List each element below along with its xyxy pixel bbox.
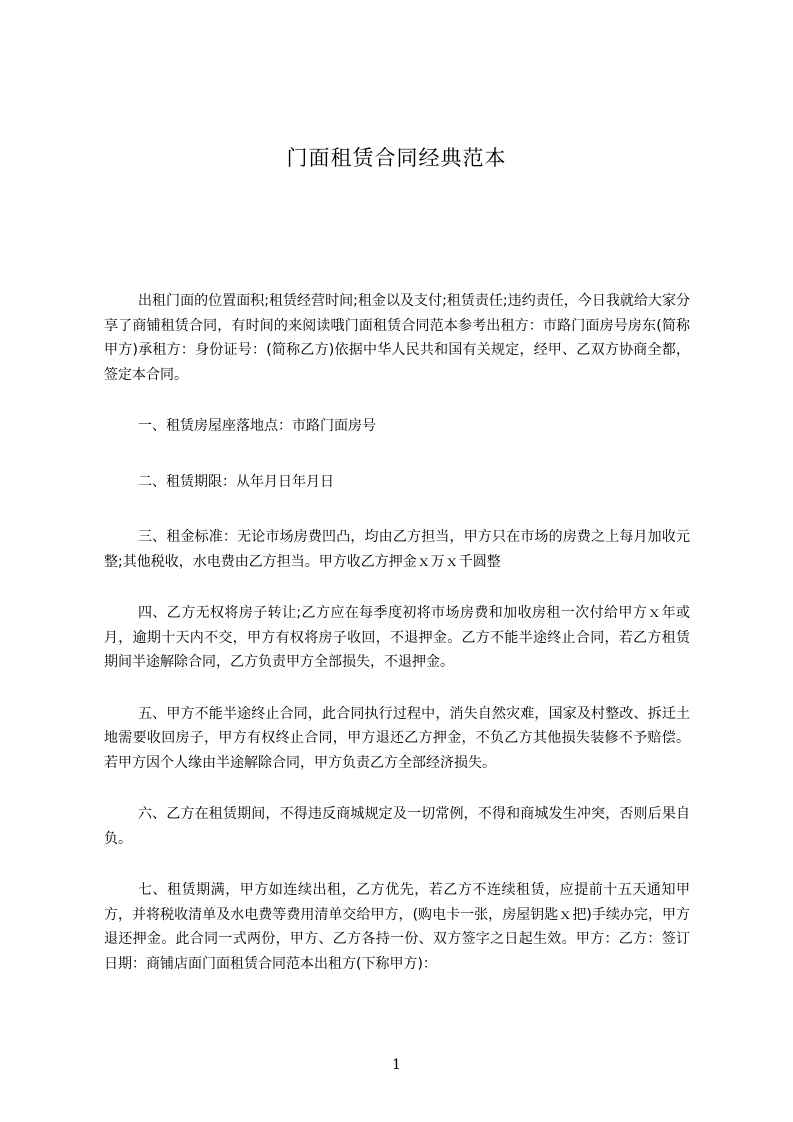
document-title: 门面租赁合同经典范本 xyxy=(286,146,507,170)
clause-3-rent: 三、租金标准：无论市场房费凹凸，均由乙方担当，甲方只在市场的房费之上每月加收元整;其他税收，水电费由乙方担当。甲方收乙方押金ｘ万ｘ千圆整 xyxy=(104,529,690,570)
clause-1-location: 一、租赁房屋座落地点：市路门面房号 xyxy=(138,418,376,434)
clause-4-transfer: 四、乙方无权将房子转让;乙方应在每季度初将市场房费和加收房租一次付给甲方ｘ年或月，逾期十天内不交，甲方有权将房子收回，不退押金。乙方不能半途终止合同，若乙方租赁期间半途解除合同，乙方负责甲方全部损失，不退押金。 xyxy=(104,605,690,670)
page-number: 1 xyxy=(392,1057,401,1073)
intro-paragraph: 出租门面的位置面积;租赁经营时间;租金以及支付;租赁责任;违约责任，今日我就给大家分享了商铺租赁合同，有时间的来阅读哦门面租赁合同范本参考出租方：市路门面房号房东(简称甲方)承租方：身份证号：(简称乙方)依据中华人民共和国有关规定，经甲、乙双方协商全都，签定本合同。 xyxy=(104,293,690,383)
clause-6-conduct: 六、乙方在租赁期间，不得违反商城规定及一切常例，不得和商城发生冲突，否则后果自负。 xyxy=(104,806,690,847)
clause-7-expiry: 七、租赁期满，甲方如连续出租，乙方优先，若乙方不连续租赁，应提前十五天通知甲方，并将税收清单及水电费等费用清单交给甲方，(购电卡一张，房屋钥匙ｘ把)手续办完，甲方退还押金。此合同一式两份，甲方、乙方各持一份、双方签字之日起生效。甲方：乙方：签订日期：商铺店面门面租赁合同范本出租方(下称甲方)： xyxy=(104,882,690,972)
clause-2-term: 二、租赁期限：从年月日年月日 xyxy=(138,473,334,490)
document-body xyxy=(104,289,690,1003)
clause-5-termination: 五、甲方不能半途终止合同，此合同执行过程中，消失自然灾难，国家及村整改、拆迁土地需要收回房子，甲方有权终止合同，甲方退还乙方押金，不负乙方其他损失装修不予赔偿。若甲方因个人缘由半途解除合同，甲方负责乙方全部经济损失。 xyxy=(104,705,690,771)
